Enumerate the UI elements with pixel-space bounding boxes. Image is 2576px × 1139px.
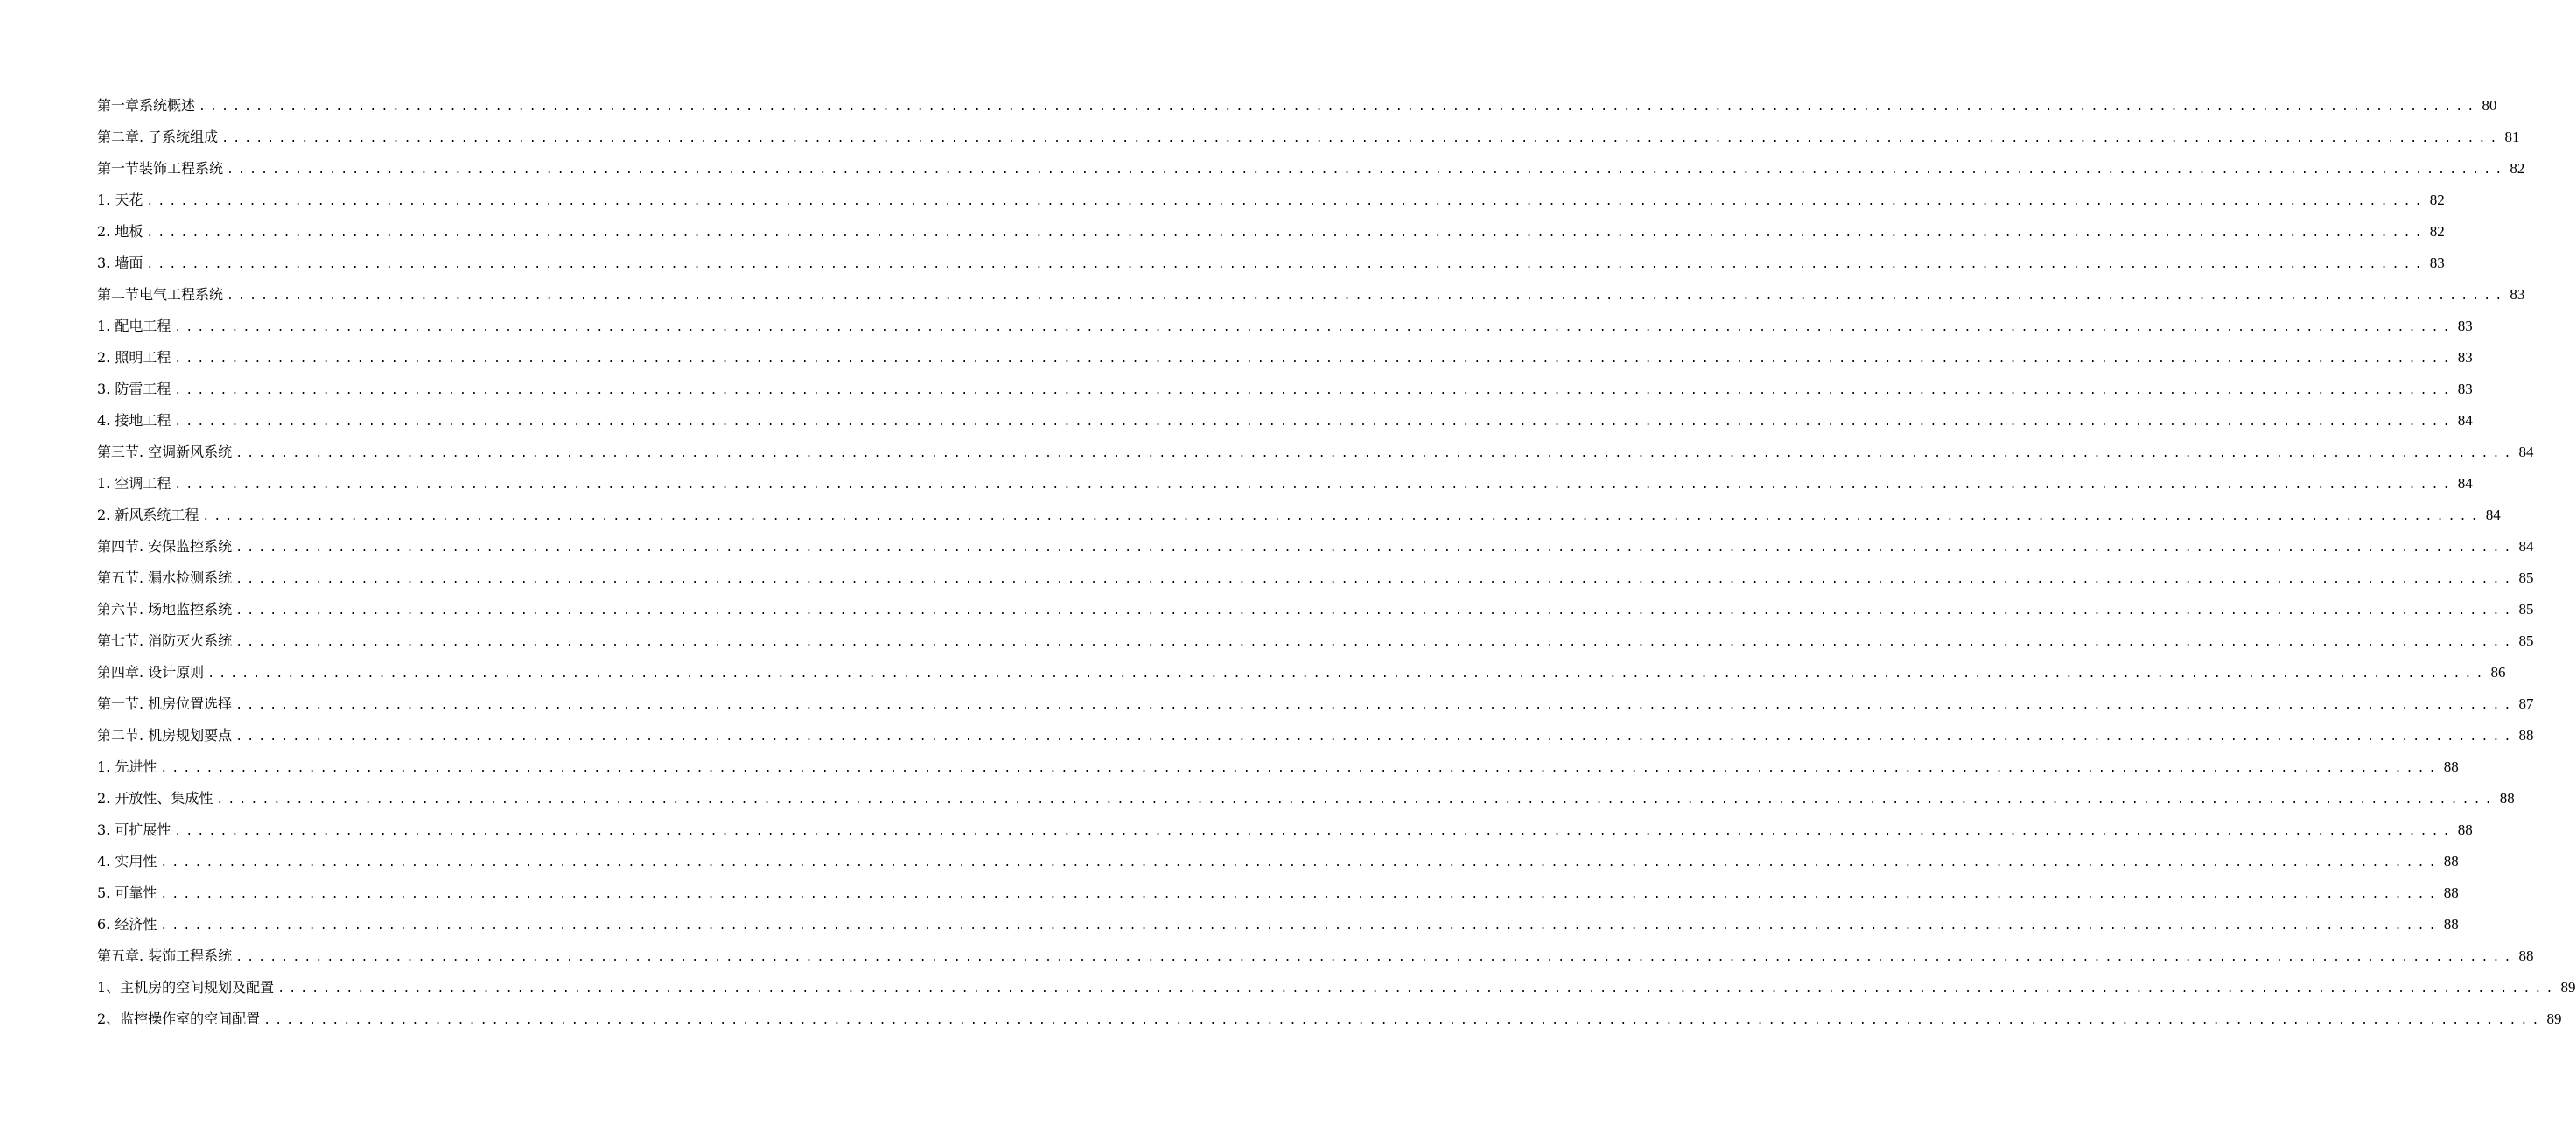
toc-entry[interactable] bbox=[97, 378, 2473, 409]
toc-entry-title: 第一节. 机房位置选择 bbox=[97, 695, 233, 712]
toc-page-number: 84 bbox=[2457, 475, 2473, 492]
toc-entry-title: 3. 可扩展性 bbox=[97, 821, 172, 838]
toc-dot-leader: ........................................................................................................................................................................................................ bbox=[174, 416, 2454, 429]
toc-page-number: 81 bbox=[2504, 129, 2520, 145]
toc-dot-leader: ........................................................................................................................................................................................................ bbox=[235, 951, 2516, 964]
toc-page-number: 85 bbox=[2518, 601, 2534, 618]
toc-entry[interactable] bbox=[97, 441, 2534, 472]
toc-dot-leader: ........................................................................................................................................................................................................ bbox=[235, 447, 2516, 460]
toc-entry-title: 3. 墙面 bbox=[97, 255, 144, 271]
toc-entry-title: 1. 空调工程 bbox=[97, 475, 172, 492]
toc-entry[interactable] bbox=[97, 157, 2525, 189]
toc-dot-leader: ........................................................................................................................................................................................................ bbox=[207, 667, 2488, 681]
toc-page-number: 89 bbox=[2546, 1010, 2562, 1027]
toc-page-number: 88 bbox=[2443, 884, 2459, 901]
toc-page-number: 84 bbox=[2485, 507, 2501, 523]
toc-dot-leader: ........................................................................................................................................................................................................ bbox=[146, 195, 2426, 208]
toc-page-number: 88 bbox=[2443, 853, 2459, 870]
toc-page-number: 83 bbox=[2510, 286, 2525, 303]
toc-page-number: 83 bbox=[2457, 349, 2473, 366]
toc-entry-title: 2. 地板 bbox=[97, 223, 144, 240]
toc-dot-leader: ........................................................................................................................................................................................................ bbox=[160, 919, 2440, 933]
toc-page-number: 89 bbox=[2560, 979, 2576, 996]
toc-page-number: 83 bbox=[2429, 255, 2445, 271]
toc-entry-title: 6. 经济性 bbox=[97, 916, 158, 933]
toc-entry-title: 第二章. 子系统组成 bbox=[97, 129, 219, 145]
toc-dot-leader: ........................................................................................................................................................................................................ bbox=[160, 856, 2440, 870]
toc-entry[interactable] bbox=[97, 693, 2534, 724]
toc-dot-leader: ........................................................................................................................................................................................................ bbox=[235, 730, 2516, 744]
toc-dot-leader: ........................................................................................................................................................................................................ bbox=[216, 793, 2496, 807]
toc-entry[interactable] bbox=[97, 661, 2506, 693]
toc-page-number: 88 bbox=[2457, 821, 2473, 838]
toc-page-number: 82 bbox=[2429, 192, 2445, 208]
toc-entry[interactable] bbox=[97, 472, 2473, 504]
toc-dot-leader: ........................................................................................................................................................................................................ bbox=[277, 982, 2558, 996]
toc-page-number: 84 bbox=[2457, 412, 2473, 429]
toc-entry-title: 第四节. 安保监控系统 bbox=[97, 538, 233, 555]
toc-page-number: 83 bbox=[2457, 318, 2473, 334]
toc-page-number: 80 bbox=[2482, 97, 2497, 114]
toc-dot-leader: ........................................................................................................................................................................................................ bbox=[160, 762, 2440, 775]
toc-dot-leader: ........................................................................................................................................................................................................ bbox=[235, 699, 2516, 712]
toc-entry[interactable] bbox=[97, 220, 2445, 252]
toc-dot-leader: ........................................................................................................................................................................................................ bbox=[235, 636, 2516, 649]
toc-entry-title: 第三节. 空调新风系统 bbox=[97, 444, 233, 460]
toc-page-number: 84 bbox=[2518, 444, 2534, 460]
toc-entry-title: 1. 天花 bbox=[97, 192, 144, 208]
toc-dot-leader: ........................................................................................................................................................................................................ bbox=[174, 321, 2454, 334]
toc-entry[interactable] bbox=[97, 976, 2576, 1008]
toc-entry-title: 第二节电气工程系统 bbox=[97, 286, 224, 303]
toc-entry[interactable] bbox=[97, 850, 2459, 882]
toc-entry-title: 第一节装饰工程系统 bbox=[97, 160, 224, 177]
toc-page-number: 85 bbox=[2518, 632, 2534, 649]
toc-entry[interactable] bbox=[97, 567, 2534, 598]
toc-entry-title: 3. 防雷工程 bbox=[97, 381, 172, 397]
toc-page-number: 88 bbox=[2499, 790, 2515, 807]
toc-page-number: 86 bbox=[2490, 664, 2506, 681]
toc-entry-title: 第六节. 场地监控系统 bbox=[97, 601, 233, 618]
toc-entry[interactable] bbox=[97, 913, 2459, 945]
toc-entry-title: 1. 先进性 bbox=[97, 758, 158, 775]
toc-entry-title: 第五节. 漏水检测系统 bbox=[97, 570, 233, 586]
toc-dot-leader: ........................................................................................................................................................................................................ bbox=[174, 479, 2454, 492]
toc-entry-title: 5. 可靠性 bbox=[97, 884, 158, 901]
toc-entry[interactable] bbox=[97, 630, 2534, 661]
toc-dot-leader: ........................................................................................................................................................................................................ bbox=[202, 510, 2482, 523]
toc-entry[interactable] bbox=[97, 126, 2520, 157]
toc-page-number: 83 bbox=[2457, 381, 2473, 397]
toc-page-number: 82 bbox=[2429, 223, 2445, 240]
toc-entry[interactable] bbox=[97, 535, 2534, 567]
toc-dot-leader: ........................................................................................................................................................................................................ bbox=[235, 604, 2516, 618]
toc-entry[interactable] bbox=[97, 315, 2473, 346]
toc-entry-title: 第五章. 装饰工程系统 bbox=[97, 947, 233, 964]
toc-page-number: 87 bbox=[2518, 695, 2534, 712]
toc-entry-title: 2、监控操作室的空间配置 bbox=[97, 1010, 261, 1027]
toc-entry-title: 2. 开放性、集成性 bbox=[97, 790, 214, 807]
toc-entry[interactable] bbox=[97, 787, 2515, 819]
toc-dot-leader: ........................................................................................................................................................................................................ bbox=[146, 258, 2426, 271]
toc-entry[interactable] bbox=[97, 189, 2445, 220]
toc-entry-title: 第二节. 机房规划要点 bbox=[97, 727, 233, 744]
toc-entry-title: 4. 接地工程 bbox=[97, 412, 172, 429]
toc-entry[interactable] bbox=[97, 882, 2459, 913]
toc-entry-title: 第四章. 设计原则 bbox=[97, 664, 205, 681]
toc-entry[interactable] bbox=[97, 409, 2473, 441]
toc-page-number: 88 bbox=[2443, 916, 2459, 933]
toc-entry[interactable] bbox=[97, 346, 2473, 378]
toc-entry-title: 1. 配电工程 bbox=[97, 318, 172, 334]
toc-page-number: 88 bbox=[2518, 727, 2534, 744]
toc-page-number: 88 bbox=[2518, 947, 2534, 964]
toc-dot-leader: ........................................................................................................................................................................................................ bbox=[174, 353, 2454, 366]
toc-page-number: 82 bbox=[2510, 160, 2525, 177]
toc-entry-title: 2. 新风系统工程 bbox=[97, 507, 200, 523]
toc-entry[interactable] bbox=[97, 504, 2501, 535]
toc-entry[interactable] bbox=[97, 252, 2445, 283]
toc-entry-title: 2. 照明工程 bbox=[97, 349, 172, 366]
toc-dot-leader: ........................................................................................................................................................................................................ bbox=[174, 384, 2454, 397]
toc-dot-leader: ........................................................................................................................................................................................................ bbox=[160, 888, 2440, 901]
toc-dot-leader: ........................................................................................................................................................................................................ bbox=[221, 132, 2502, 145]
toc-dot-leader: ........................................................................................................................................................................................................ bbox=[227, 290, 2507, 303]
toc-page-number: 88 bbox=[2443, 758, 2459, 775]
toc-entry[interactable] bbox=[97, 945, 2534, 976]
toc-entry-title: 1、主机房的空间规划及配置 bbox=[97, 979, 275, 996]
toc-entry-title: 4. 实用性 bbox=[97, 853, 158, 870]
toc-entry-title: 第一章系统概述 bbox=[97, 97, 196, 114]
toc-entry[interactable] bbox=[97, 1008, 2562, 1039]
toc-dot-leader: ........................................................................................................................................................................................................ bbox=[174, 825, 2454, 838]
toc-entry-title: 第七节. 消防灭火系统 bbox=[97, 632, 233, 649]
table-of-contents bbox=[97, 94, 2576, 1039]
toc-dot-leader: ........................................................................................................................................................................................................ bbox=[235, 573, 2516, 586]
toc-entry[interactable] bbox=[97, 283, 2525, 315]
toc-dot-leader: ........................................................................................................................................................................................................ bbox=[263, 1014, 2544, 1027]
toc-dot-leader: ........................................................................................................................................................................................................ bbox=[199, 101, 2479, 114]
toc-page-number: 84 bbox=[2518, 538, 2534, 555]
toc-entry[interactable] bbox=[97, 94, 2497, 126]
toc-entry[interactable] bbox=[97, 724, 2534, 756]
toc-dot-leader: ........................................................................................................................................................................................................ bbox=[146, 227, 2426, 240]
toc-dot-leader: ........................................................................................................................................................................................................ bbox=[227, 164, 2507, 177]
toc-entry[interactable] bbox=[97, 598, 2534, 630]
toc-entry[interactable] bbox=[97, 756, 2459, 787]
toc-page-number: 85 bbox=[2518, 570, 2534, 586]
toc-dot-leader: ........................................................................................................................................................................................................ bbox=[235, 542, 2516, 555]
toc-entry[interactable] bbox=[97, 819, 2473, 850]
